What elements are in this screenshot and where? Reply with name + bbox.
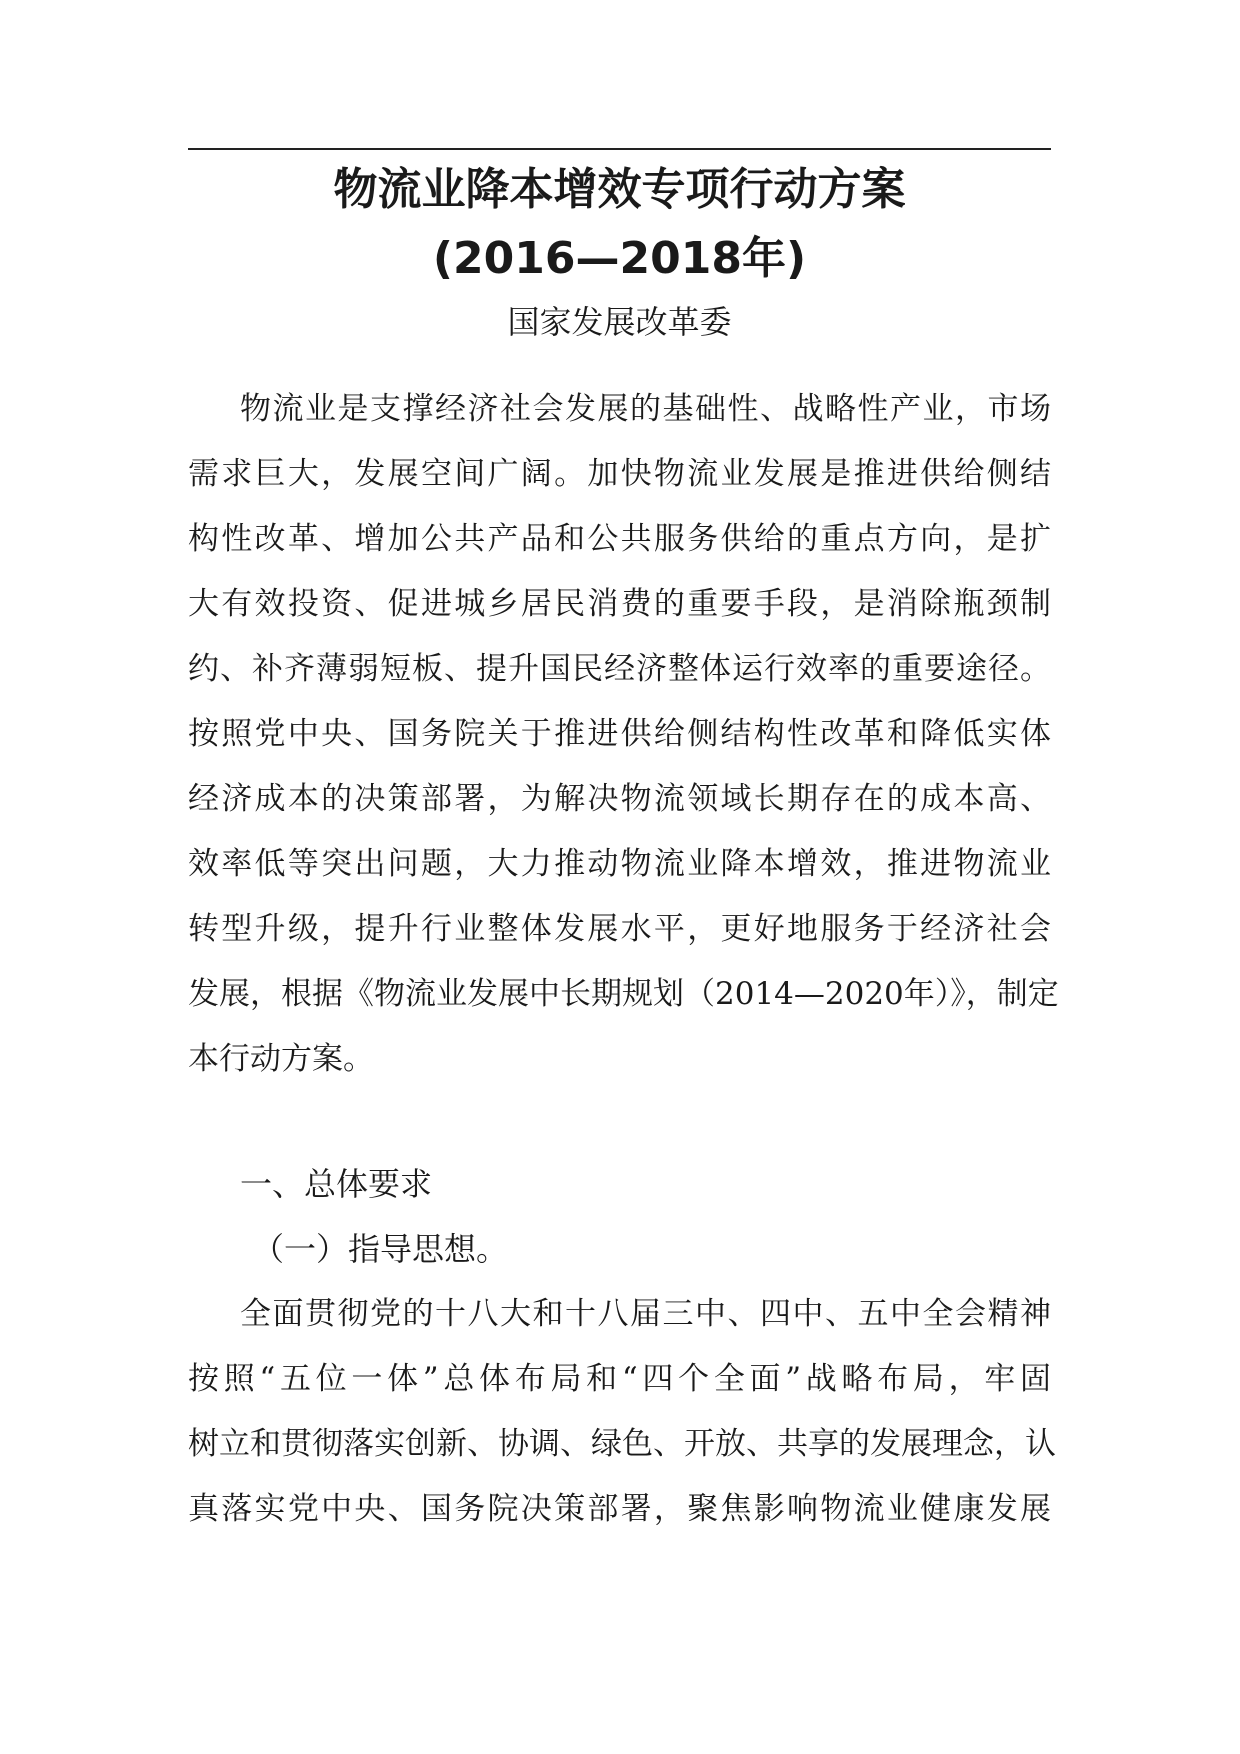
text-line: 树立和贯彻落实创新、协调、绿色、开放、共享的发展理念，认 xyxy=(188,1426,1056,1462)
text-line: 转型升级，提升行业整体发展水平，更好地服务于经济社会 xyxy=(188,911,1051,947)
subsection-heading: （一）指导思想。 xyxy=(252,1230,509,1268)
text-line: 物流业是支撑经济社会发展的基础性、战略性产业，市场 xyxy=(240,391,1051,427)
text-line: 全面贯彻党的十八大和十八届三中、四中、五中全会精神 xyxy=(240,1296,1051,1332)
text-line: 真落实党中央、国务院决策部署，聚焦影响物流业健康发展 xyxy=(188,1491,1051,1527)
text-line: 大有效投资、促进城乡居民消费的重要手段，是消除瓶颈制 xyxy=(188,586,1051,622)
text-line: 需求巨大，发展空间广阔。加快物流业发展是推进供给侧结 xyxy=(188,456,1051,492)
text-line: 按照党中央、国务院关于推进供给侧结构性改革和降低实体 xyxy=(188,716,1051,752)
header-rule xyxy=(188,148,1051,150)
text-line: 发展，根据《物流业发展中长期规划（2014—2020年）》，制定 xyxy=(188,976,1059,1012)
document-title: 物流业降本增效专项行动方案 xyxy=(333,164,906,215)
text-line: 效率低等突出问题，大力推动物流业降本增效，推进物流业 xyxy=(188,846,1051,882)
text-line: 约、补齐薄弱短板、提升国民经济整体运行效率的重要途径。 xyxy=(188,651,1051,687)
issuing-authority: 国家发展改革委 xyxy=(507,303,732,341)
text-line: 经济成本的决策部署，为解决物流领域长期存在的成本高、 xyxy=(188,781,1051,817)
text-line: 构性改革、增加公共产品和公共服务供给的重点方向，是扩 xyxy=(188,521,1051,557)
text-line: 本行动方案。 xyxy=(188,1041,374,1077)
section-heading: 一、总体要求 xyxy=(240,1165,433,1203)
document-title-years: (2016—2018年) xyxy=(432,233,807,284)
text-line: 按照“五位一体”总体布局和“四个全面”战略布局，牢固 xyxy=(188,1361,1051,1397)
